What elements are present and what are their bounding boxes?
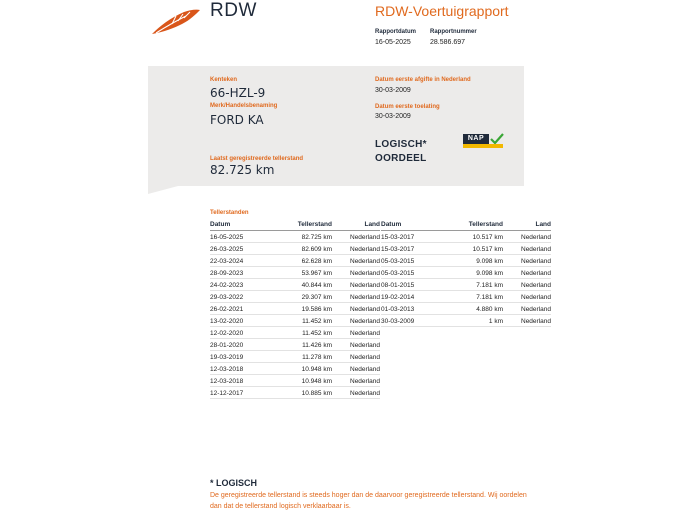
table-row	[210, 254, 380, 266]
reading-date: 19-02-2014	[381, 290, 441, 302]
verdict-line-2: OORDEEL	[375, 153, 427, 164]
reading-country: Nederland	[503, 242, 551, 254]
reading-odometer: 29.307 km	[270, 290, 332, 302]
reading-country: Nederland	[332, 290, 380, 302]
table-row	[381, 314, 551, 326]
reading-date: 12-12-2017	[210, 386, 270, 398]
table-row	[210, 350, 380, 362]
reading-date: 30-03-2009	[381, 314, 441, 326]
nap-badge-label: NAP	[463, 134, 489, 144]
rdw-logo-icon	[150, 8, 202, 36]
reading-odometer: 4.880 km	[441, 302, 503, 314]
reading-country: Nederland	[332, 254, 380, 266]
reading-odometer: 82.725 km	[270, 230, 332, 242]
reading-odometer: 11.278 km	[270, 350, 332, 362]
reading-country: Nederland	[503, 314, 551, 326]
reading-country: Nederland	[332, 350, 380, 362]
table-row	[381, 266, 551, 278]
report-number-label: Rapportnummer	[430, 29, 477, 35]
table-row	[381, 230, 551, 242]
reading-country: Nederland	[503, 266, 551, 278]
reading-date: 12-03-2018	[210, 362, 270, 374]
table-row	[210, 302, 380, 314]
reading-odometer: 40.844 km	[270, 278, 332, 290]
reading-country: Nederland	[332, 386, 380, 398]
table-header-row	[210, 220, 380, 230]
plate-label: Kenteken	[210, 77, 238, 83]
reading-odometer: 7.181 km	[441, 278, 503, 290]
reading-odometer: 11.452 km	[270, 326, 332, 338]
reading-odometer: 1 km	[441, 314, 503, 326]
footnote-title: * LOGISCH	[210, 478, 258, 488]
reading-date: 22-03-2024	[210, 254, 270, 266]
reading-odometer: 53.967 km	[270, 266, 332, 278]
readings-table-right	[381, 220, 551, 327]
table-row	[381, 290, 551, 302]
reading-odometer: 10.948 km	[270, 374, 332, 386]
reading-odometer: 19.586 km	[270, 302, 332, 314]
reading-country: Nederland	[332, 278, 380, 290]
reading-country: Nederland	[332, 338, 380, 350]
table-row	[210, 290, 380, 302]
reading-odometer: 62.628 km	[270, 254, 332, 266]
reading-country: Nederland	[503, 302, 551, 314]
odometer-label: Laatst geregistreerde tellerstand	[210, 156, 304, 162]
nap-badge-stripe	[463, 144, 503, 148]
table-row	[210, 326, 380, 338]
column-header-country: Land	[503, 220, 551, 230]
reading-date: 16-05-2025	[210, 230, 270, 242]
table-row	[381, 242, 551, 254]
first-admission: 30-03-2009	[375, 113, 411, 120]
reading-date: 01-03-2013	[381, 302, 441, 314]
reading-date: 08-01-2015	[381, 278, 441, 290]
table-row	[210, 242, 380, 254]
nap-badge	[463, 134, 503, 150]
reading-country: Nederland	[332, 362, 380, 374]
table-row	[381, 254, 551, 266]
make-label: Merk/Handelsbenaming	[210, 103, 278, 109]
table-row	[381, 278, 551, 290]
license-plate: 66-HZL-9	[210, 86, 266, 100]
reading-date: 28-01-2020	[210, 338, 270, 350]
table-row	[210, 362, 380, 374]
reading-date: 26-03-2025	[210, 242, 270, 254]
reading-date: 24-02-2023	[210, 278, 270, 290]
column-header-odometer: Tellerstand	[441, 220, 503, 230]
footnote-text: De geregistreerde tellerstand is steeds hoger dan de daarvoor geregistreerde tellerstand. Wij oordelen dan dat de tellerstand logisch verklaarbaar is.	[210, 492, 527, 510]
reading-odometer: 10.517 km	[441, 230, 503, 242]
verdict	[375, 138, 427, 166]
reading-odometer: 10.885 km	[270, 386, 332, 398]
reading-date: 12-03-2018	[210, 374, 270, 386]
reading-odometer: 9.098 km	[441, 254, 503, 266]
table-row	[210, 266, 380, 278]
panel-notch	[148, 186, 178, 194]
table-row	[210, 230, 380, 242]
reading-country: Nederland	[503, 230, 551, 242]
reading-country: Nederland	[332, 242, 380, 254]
reading-odometer: 10.517 km	[441, 242, 503, 254]
reading-odometer: 82.609 km	[270, 242, 332, 254]
table-row	[210, 386, 380, 398]
readings-title: Tellerstanden	[210, 210, 249, 216]
reading-date: 19-03-2019	[210, 350, 270, 362]
table-row	[210, 338, 380, 350]
reading-country: Nederland	[332, 302, 380, 314]
reading-country: Nederland	[332, 314, 380, 326]
reading-date: 15-03-2017	[381, 242, 441, 254]
reading-odometer: 9.098 km	[441, 266, 503, 278]
reading-country: Nederland	[503, 278, 551, 290]
table-header-row	[381, 220, 551, 230]
reading-country: Nederland	[503, 254, 551, 266]
reading-odometer: 11.426 km	[270, 338, 332, 350]
reading-date: 05-03-2015	[381, 254, 441, 266]
reading-date: 05-03-2015	[381, 266, 441, 278]
readings-table-left	[210, 220, 380, 399]
report-date: 16-05-2025	[375, 39, 411, 46]
last-odometer: 82.725 km	[210, 163, 275, 177]
reading-country: Nederland	[332, 230, 380, 242]
first-admission-label: Datum eerste toelating	[375, 104, 440, 110]
first-issue-nl: 30-03-2009	[375, 87, 411, 94]
first-issue-nl-label: Datum eerste afgifte in Nederland	[375, 77, 471, 83]
table-row	[210, 374, 380, 386]
vehicle-summary-panel	[148, 66, 524, 186]
reading-odometer: 10.948 km	[270, 362, 332, 374]
table-row	[381, 302, 551, 314]
report-title: RDW-Voertuigrapport	[375, 3, 509, 19]
reading-odometer: 11.452 km	[270, 314, 332, 326]
verdict-line-1: LOGISCH*	[375, 139, 427, 150]
reading-country: Nederland	[503, 290, 551, 302]
reading-date: 28-09-2023	[210, 266, 270, 278]
reading-country: Nederland	[332, 266, 380, 278]
reading-date: 15-03-2017	[381, 230, 441, 242]
column-header-date: Datum	[210, 220, 270, 230]
vehicle-make: FORD KA	[210, 113, 264, 127]
table-row	[210, 314, 380, 326]
report-date-label: Rapportdatum	[375, 29, 416, 35]
reading-country: Nederland	[332, 374, 380, 386]
reading-odometer: 7.181 km	[441, 290, 503, 302]
column-header-odometer: Tellerstand	[270, 220, 332, 230]
reading-date: 12-02-2020	[210, 326, 270, 338]
column-header-date: Datum	[381, 220, 441, 230]
report-number: 28.586.697	[430, 39, 466, 46]
reading-date: 29-03-2022	[210, 290, 270, 302]
reading-date: 26-02-2021	[210, 302, 270, 314]
reading-date: 13-02-2020	[210, 314, 270, 326]
column-header-country: Land	[332, 220, 380, 230]
reading-country: Nederland	[332, 326, 380, 338]
brand-name: RDW	[210, 0, 257, 21]
table-row	[210, 278, 380, 290]
